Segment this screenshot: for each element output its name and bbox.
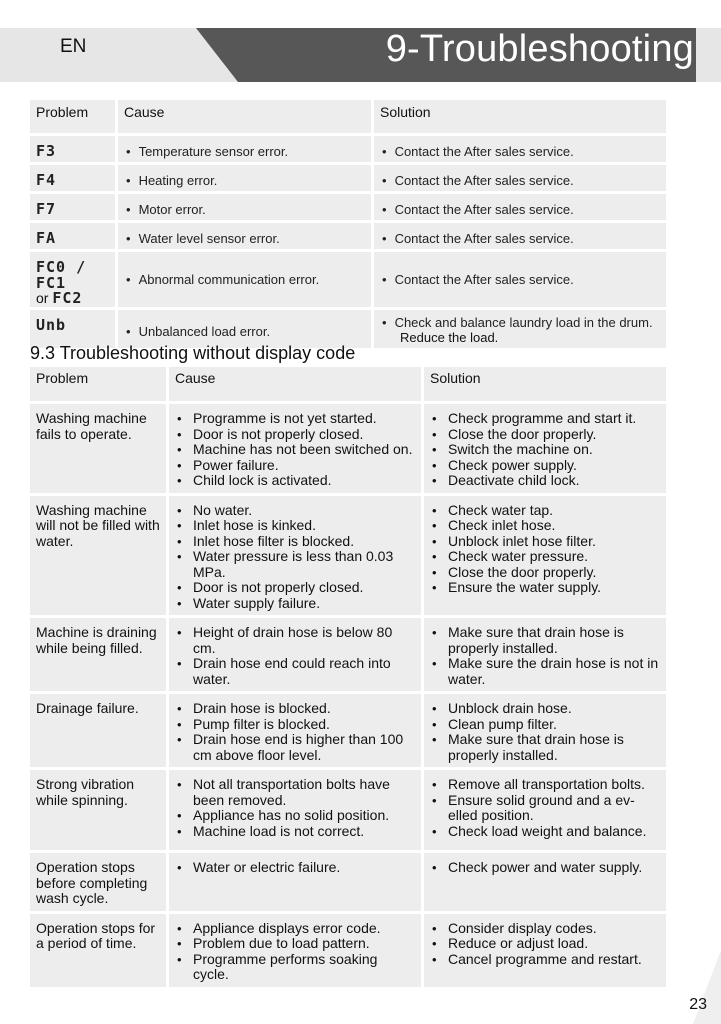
list-item: • Remove all transportation bolts. xyxy=(430,777,660,793)
list-item: • Check load weight and balance. xyxy=(430,824,660,840)
solution-cell xyxy=(424,694,666,767)
table-row xyxy=(30,404,666,493)
list-item: • Appliance displays error code. xyxy=(175,921,415,937)
list-item: • Check power and water supply. xyxy=(430,860,660,876)
section-title: 9.3 Troubleshooting without display code xyxy=(30,343,356,363)
cause-cell xyxy=(118,136,371,162)
cause-cell xyxy=(118,165,371,191)
solution-cell xyxy=(424,496,666,616)
list-item: • Appliance has no solid position. xyxy=(175,808,415,824)
list-item: • Machine load is not correct. xyxy=(175,824,415,840)
solution-cell xyxy=(424,853,666,911)
cause-text: • Heating error. xyxy=(124,173,217,188)
list-item: • Check programme and start it. xyxy=(430,411,660,427)
code-cell xyxy=(30,165,115,191)
solution-list xyxy=(430,625,660,687)
solution-text: • Check and balance laundry load in the drum. xyxy=(380,315,660,331)
header-solution: Solution xyxy=(374,100,666,133)
problem-cell: Operation stops before completing wash cycle. xyxy=(30,853,166,911)
list-item: • Drain hose end could reach into water. xyxy=(175,656,415,687)
list-item: • Ensure solid ground and a ev-elled position. xyxy=(430,793,660,824)
code-cell xyxy=(30,252,115,307)
problem-cell: Drainage failure. xyxy=(30,694,166,767)
header-cause: Cause xyxy=(169,367,421,401)
list-item: • Programme is not yet started. xyxy=(175,411,415,427)
solution-cell xyxy=(424,404,666,493)
solution-cell xyxy=(424,618,666,691)
solution-text: • Contact the After sales service. xyxy=(380,144,574,159)
list-item: • Not all transportation bolts have been removed. xyxy=(175,777,415,808)
cause-text: • Temperature sensor error. xyxy=(124,144,288,159)
solution-cell xyxy=(374,165,666,191)
error-code: FC0 / FC1 xyxy=(36,258,87,292)
cause-list xyxy=(175,860,415,876)
solution-cell xyxy=(374,194,666,220)
cause-list xyxy=(175,921,415,983)
solution-cell xyxy=(374,223,666,249)
solution-cell xyxy=(424,770,666,850)
list-item: • No water. xyxy=(175,503,415,519)
list-item: • Check water pressure. xyxy=(430,549,660,565)
problem-cell: Machine is draining while being filled. xyxy=(30,618,166,691)
list-item: • Unblock drain hose. xyxy=(430,701,660,717)
cause-text: • Water level sensor error. xyxy=(124,231,280,246)
list-item: • Door is not properly closed. xyxy=(175,580,415,596)
problem-cell: Operation stops for a period of time. xyxy=(30,914,166,987)
table-row xyxy=(30,223,666,249)
solution-list xyxy=(430,411,660,489)
solution-list xyxy=(430,503,660,596)
problem-cell: Strong vibration while spinning. xyxy=(30,770,166,850)
error-code: F3 xyxy=(36,142,57,160)
cause-text: • Abnormal communication error. xyxy=(124,272,319,287)
list-item: • Make sure the drain hose is not in water. xyxy=(430,656,660,687)
solution-cell xyxy=(424,914,666,987)
list-item: • Make sure that drain hose is properly installed. xyxy=(430,625,660,656)
error-code: Unb xyxy=(36,315,67,334)
list-item: • Cancel programme and restart. xyxy=(430,952,660,968)
list-item: • Water pressure is less than 0.03 MPa. xyxy=(175,549,415,580)
table-row xyxy=(30,165,666,191)
list-item: • Check inlet hose. xyxy=(430,518,660,534)
solution-list xyxy=(430,777,660,839)
list-item: • Reduce or adjust load. xyxy=(430,936,660,952)
error-code-table xyxy=(27,97,669,351)
solution-text: • Contact the After sales service. xyxy=(380,173,574,188)
language-label: EN xyxy=(60,36,87,57)
error-code-2: FC2 xyxy=(52,289,83,307)
code-cell xyxy=(30,310,115,348)
solution-cell xyxy=(374,136,666,162)
table-row xyxy=(30,694,666,767)
solution-list xyxy=(430,701,660,763)
list-item: • Pump filter is blocked. xyxy=(175,717,415,733)
cause-list xyxy=(175,777,415,839)
solution-cell xyxy=(374,252,666,307)
solution-text: • Contact the After sales service. xyxy=(380,202,574,217)
list-item: • Door is not properly closed. xyxy=(175,427,415,443)
list-item: • Height of drain hose is below 80 cm. xyxy=(175,625,415,656)
cause-list xyxy=(175,701,415,763)
table-row xyxy=(30,853,666,911)
table-row xyxy=(30,252,666,307)
list-item: • Drain hose is blocked. xyxy=(175,701,415,717)
list-item: • Machine has not been switched on. xyxy=(175,442,415,458)
list-item: • Programme performs soaking cycle. xyxy=(175,952,415,983)
solution-list xyxy=(430,921,660,968)
list-item: • Check power supply. xyxy=(430,458,660,474)
list-item: • Water supply failure. xyxy=(175,596,415,612)
list-item: • Child lock is activated. xyxy=(175,473,415,489)
cause-list xyxy=(175,411,415,489)
cause-cell xyxy=(118,194,371,220)
list-item: • Power failure. xyxy=(175,458,415,474)
code-cell xyxy=(30,223,115,249)
cause-cell xyxy=(169,496,421,616)
troubleshooting-table xyxy=(27,364,669,990)
code-cell xyxy=(30,194,115,220)
solution-extra: Reduce the load. xyxy=(400,330,499,345)
solution-text: • Contact the After sales service. xyxy=(380,231,574,246)
solution-list xyxy=(430,860,660,876)
list-item: • Check water tap. xyxy=(430,503,660,519)
cause-cell xyxy=(169,914,421,987)
list-item: • Clean pump filter. xyxy=(430,717,660,733)
solution-cell xyxy=(374,310,666,348)
cause-text: • Motor error. xyxy=(124,202,206,217)
cause-cell xyxy=(169,694,421,767)
cause-cell xyxy=(118,310,371,348)
table-row xyxy=(30,914,666,987)
table-row xyxy=(30,136,666,162)
list-item: • Consider display codes. xyxy=(430,921,660,937)
code-or: or xyxy=(36,290,49,306)
code-cell xyxy=(30,136,115,162)
solution-text: • Contact the After sales service. xyxy=(380,272,574,287)
table-row xyxy=(30,496,666,616)
list-item: • Inlet hose is kinked. xyxy=(175,518,415,534)
problem-cell: Washing machine fails to operate. xyxy=(30,404,166,493)
list-item: • Inlet hose filter is blocked. xyxy=(175,534,415,550)
page-number: 23 xyxy=(689,996,707,1013)
header-cause: Cause xyxy=(118,100,371,133)
error-code: F4 xyxy=(36,171,57,189)
error-code: FA xyxy=(36,229,57,247)
table-header-row xyxy=(30,367,666,401)
list-item: • Close the door properly. xyxy=(430,427,660,443)
list-item: • Drain hose end is higher than 100 cm above floor level. xyxy=(175,732,415,763)
table-row xyxy=(30,770,666,850)
cause-cell xyxy=(169,618,421,691)
list-item: • Deactivate child lock. xyxy=(430,473,660,489)
cause-cell xyxy=(118,252,371,307)
list-item: • Close the door properly. xyxy=(430,565,660,581)
problem-cell: Washing machine will not be filled with water. xyxy=(30,496,166,616)
page-title: 9-Troubleshooting xyxy=(385,28,694,70)
header-problem: Problem xyxy=(30,367,166,401)
cause-text: • Unbalanced load error. xyxy=(124,324,270,339)
cause-cell xyxy=(169,770,421,850)
table-row xyxy=(30,194,666,220)
table-header-row xyxy=(30,100,666,133)
list-item: • Unblock inlet hose filter. xyxy=(430,534,660,550)
table-row xyxy=(30,618,666,691)
cause-list xyxy=(175,503,415,612)
list-item: • Switch the machine on. xyxy=(430,442,660,458)
error-code: F7 xyxy=(36,200,57,218)
table-row xyxy=(30,310,666,348)
cause-list xyxy=(175,625,415,687)
header-solution: Solution xyxy=(424,367,666,401)
list-item: • Ensure the water supply. xyxy=(430,580,660,596)
list-item: • Problem due to load pattern. xyxy=(175,936,415,952)
cause-cell xyxy=(169,404,421,493)
cause-cell xyxy=(118,223,371,249)
list-item: • Make sure that drain hose is properly installed. xyxy=(430,732,660,763)
header-problem: Problem xyxy=(30,100,115,133)
cause-cell xyxy=(169,853,421,911)
list-item: • Water or electric failure. xyxy=(175,860,415,876)
